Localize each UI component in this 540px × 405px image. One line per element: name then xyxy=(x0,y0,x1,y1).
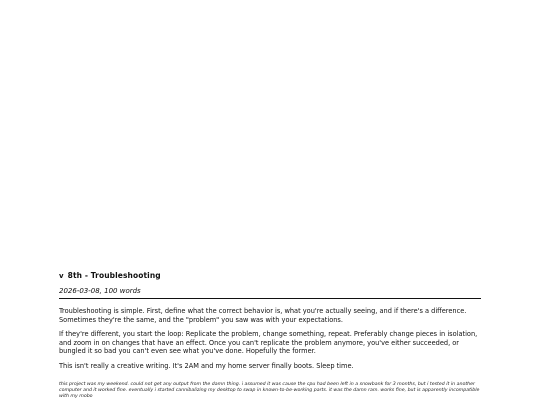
post-paragraph: Troubleshooting is simple. First, define what the correct behavior is, what you're actually seeing, and if there's a difference. Sometimes they're the same, and the "problem" you saw was with your expectations. xyxy=(59,307,467,324)
post-article xyxy=(59,271,481,377)
post-paragraph: This isn't really a creative writing. It's 2AM and my home server finally boots. Sleep time. xyxy=(59,361,354,370)
post-title: 8th - Troubleshooting xyxy=(67,271,161,280)
post-meta: 2026-03-08, 100 words xyxy=(59,287,481,299)
post-body xyxy=(59,307,481,371)
chevron-down-icon[interactable]: v xyxy=(59,272,64,280)
post-paragraph: If they're different, you start the loop: Replicate the problem, change something, repeat. Preferably change pieces in isolation, and zoom in on changes that have an effect. Once you can't replicate the problem anymore, you've either succeeded, or bungled it so bad you can't even see what you've done. Hopefully the former. xyxy=(59,330,478,356)
post-footnote: this project was my weekend. could not get any output from the damn thing. i assumed it was cause the cpu had been left in a snowbank for 3 months, but i tested it in another computer and it worked fine. eventually i started cannibalizing my desktop to swap in known-to-be-working parts. it was the damn ram. works fine, but is apparently incompatible with my mobo xyxy=(59,382,480,399)
post-header xyxy=(59,271,481,281)
